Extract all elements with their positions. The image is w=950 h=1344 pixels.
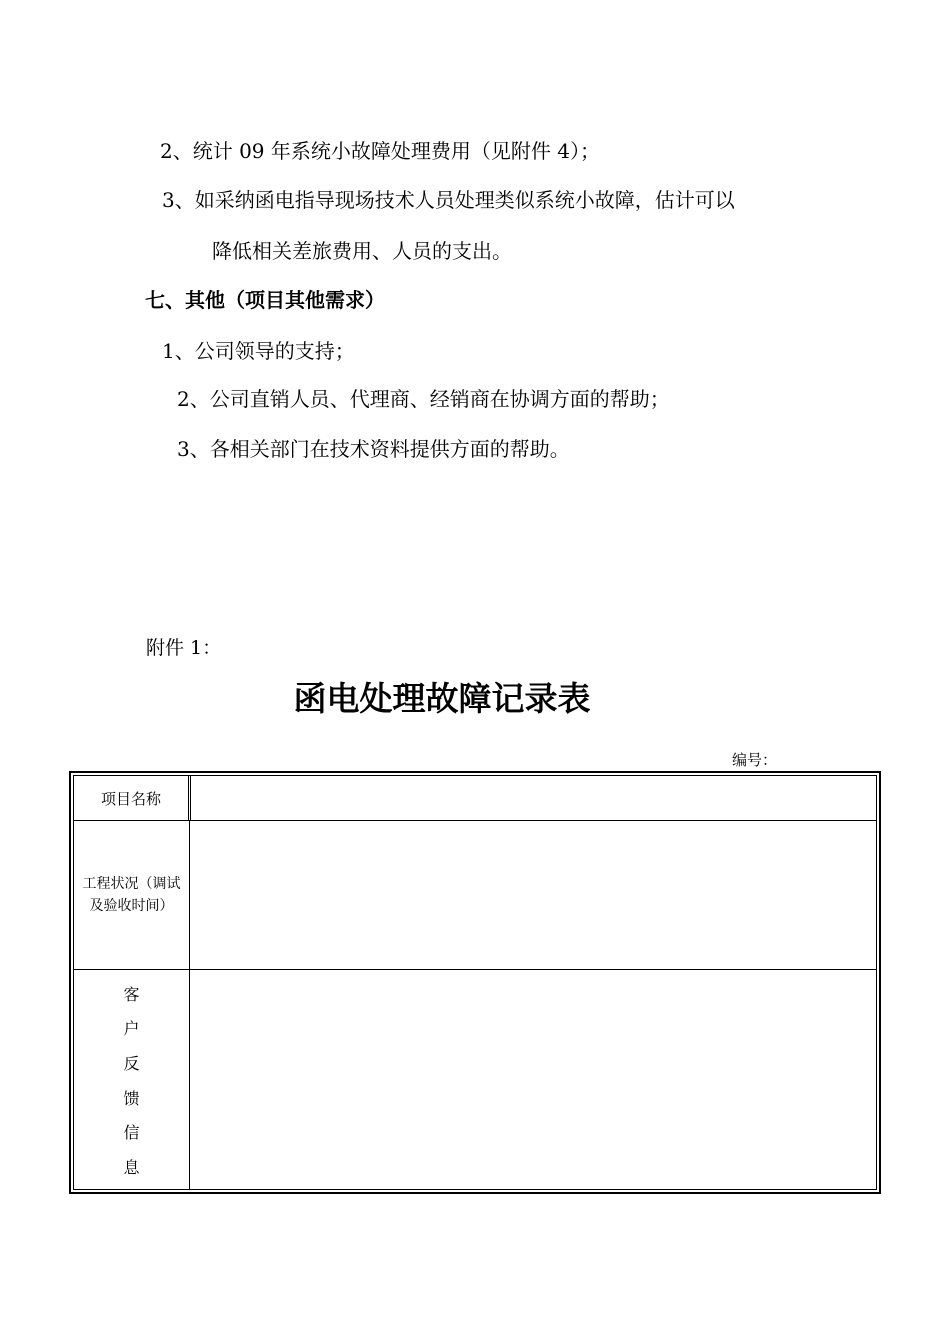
fault-record-table bbox=[69, 771, 881, 1194]
project-status-value[interactable] bbox=[191, 821, 876, 969]
customer-feedback-char: 信 bbox=[123, 1123, 140, 1143]
table-row-project-status bbox=[74, 821, 876, 970]
customer-feedback-value[interactable] bbox=[191, 970, 876, 1190]
table-inner-frame bbox=[73, 775, 877, 1190]
customer-feedback-char: 息 bbox=[123, 1158, 140, 1178]
body-line-cost-stats: 2、统计 09 年系统小故障处理费用（见附件 4）； bbox=[160, 139, 600, 163]
section-seven-item-3: 3、各相关部门在技术资料提供方面的帮助。 bbox=[177, 437, 570, 461]
body-line-adopt-guidance: 3、如采纳函电指导现场技术人员处理类似系统小故障，估计可以 bbox=[162, 188, 735, 212]
customer-feedback-char: 客 bbox=[123, 984, 140, 1004]
body-line-reduce-costs: 降低相关差旅费用、人员的支出。 bbox=[212, 239, 512, 263]
serial-number-label: 编号： bbox=[732, 751, 778, 769]
table-row-project-name bbox=[74, 776, 876, 821]
project-name-value[interactable] bbox=[191, 776, 876, 820]
customer-feedback-char: 户 bbox=[123, 1019, 140, 1039]
project-name-label: 项目名称 bbox=[74, 776, 191, 820]
project-status-label: 工程状况（调试及验收时间） bbox=[74, 821, 190, 969]
attachment-label: 附件 1： bbox=[146, 637, 222, 659]
form-title: 函电处理故障记录表 bbox=[293, 679, 591, 718]
customer-feedback-char: 馈 bbox=[123, 1088, 140, 1108]
section-seven-item-1: 1、公司领导的支持； bbox=[162, 339, 355, 363]
customer-feedback-char: 反 bbox=[123, 1054, 140, 1074]
section-seven-item-2: 2、公司直销人员、代理商、经销商在协调方面的帮助； bbox=[177, 387, 670, 411]
section-seven-heading: 七、其他（项目其他需求） bbox=[145, 288, 385, 312]
table-row-customer-feedback bbox=[74, 970, 876, 1190]
customer-feedback-label bbox=[74, 970, 190, 1190]
